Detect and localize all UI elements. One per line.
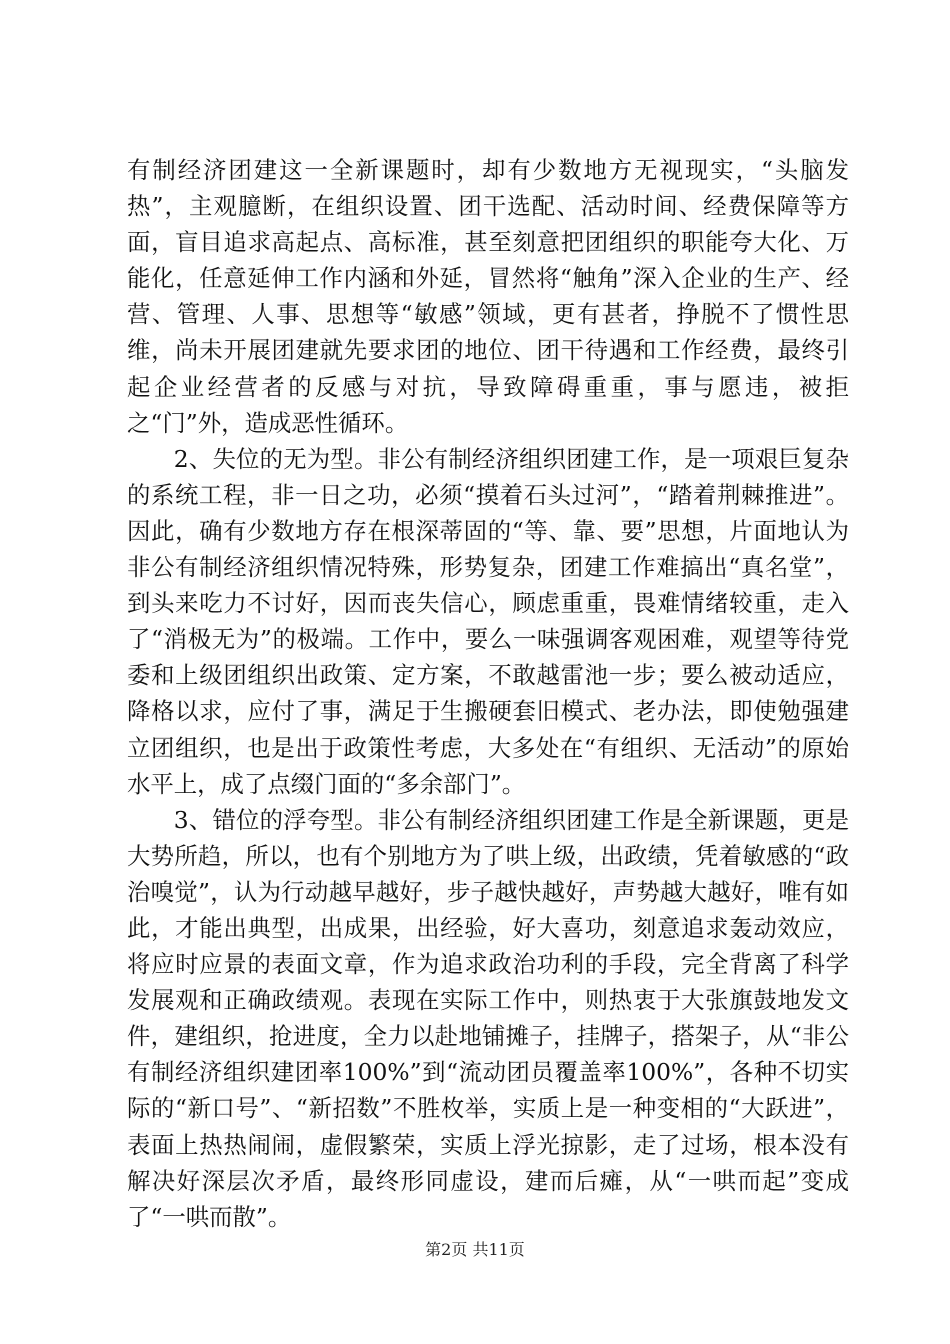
- paragraph-continued: 有制经济团建这一全新课题时，却有少数地方无视现实，“头脑发热”，主观臆断，在组织设置、团干选配、活动时间、经费保障等方面，盲目追求高起点、高标准，甚至刻意把团组织的职能夸大化、万能化，任意延伸工作内涵和外延，冒然将“触角”深入企业的生产、经营、管理、人事、思想等“敏感”领域，更有甚者，挣脱不了惯性思维，尚未开展团建就先要求团的地位、团干待遇和工作经费，最终引起企业经营者的反感与对抗，导致障碍重重，事与愿违，被拒之“门”外，造成恶性循环。: [127, 156, 849, 437]
- page-number: 第2页 共11页: [425, 1240, 525, 1259]
- paragraph-passive-type: 2、失位的无为型。非公有制经济组织团建工作，是一项艰巨复杂的系统工程，非一日之功，必须“摸着石头过河”，“踏着荆棘推进”。因此，确有少数地方存在根深蒂固的“等、靠、要”思想，片面地认为非公有制经济组织情况特殊，形势复杂，团建工作难搞出“真名堂”，到头来吃力不讨好，因而丧失信心，顾虑重重，畏难情绪较重，走入了“消极无为”的极端。工作中，要么一味强调客观困难，观望等待党委和上级团组织出政策、定方案，不敢越雷池一步；要么被动适应，降格以求，应付了事，满足于生搬硬套旧模式、老办法，即使勉强建立团组织，也是出于政策性考虑，大多处在“有组织、无活动”的原始水平上，成了点缀门面的“多余部门”。: [127, 444, 849, 798]
- document-body: [127, 152, 849, 1235]
- page-footer: [0, 1240, 950, 1260]
- paragraph-exaggeration-type: 3、错位的浮夸型。非公有制经济组织团建工作是全新课题，更是大势所趋，所以，也有个别地方为了哄上级，出政绩，凭着敏感的“政治嗅觉”，认为行动越早越好，步子越快越好，声势越大越好，唯有如此，才能出典型，出成果，出经验，好大喜功，刻意追求轰动效应，将应时应景的表面文章，作为追求政治功利的手段，完全背离了科学发展观和正确政绩观。表现在实际工作中，则热衷于大张旗鼓地发文件，建组织，抢进度，全力以赴地铺摊子，挂牌子，搭架子，从“非公有制经济组织建团率100%”到“流动团员覆盖率100%”，各种不切实际的“新口号”、“新招数”不胜枚举，实质上是一种变相的“大跃进”，表面上热热闹闹，虚假繁荣，实质上浮光掠影，走了过场，根本没有解决好深层次矛盾，最终形同虚设，建而后瘫，从“一哄而起”变成了“一哄而散”。: [127, 805, 849, 1231]
